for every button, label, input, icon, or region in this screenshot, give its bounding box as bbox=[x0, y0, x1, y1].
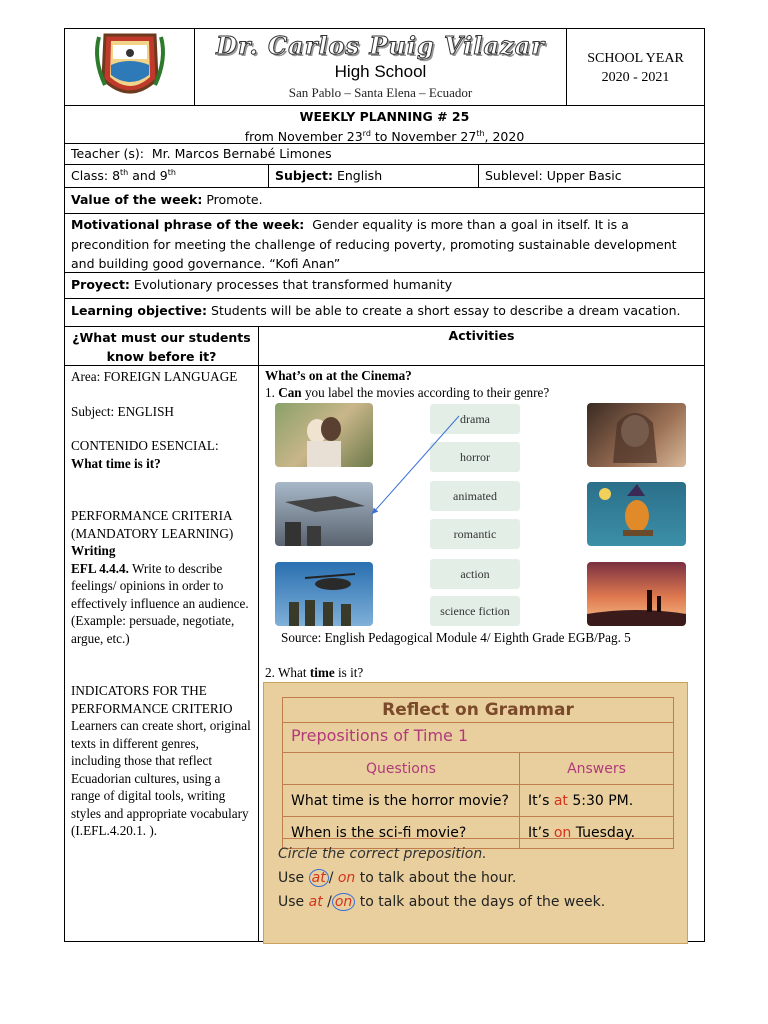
school-year-label: SCHOOL YEAR bbox=[587, 51, 684, 66]
value-week-row: Value of the week: Promote. bbox=[64, 187, 705, 214]
school-logo bbox=[64, 28, 195, 106]
indicators-label: INDICATORS FOR THE PERFORMANCE CRITERIO bbox=[71, 683, 233, 716]
genre-label-horror: horror bbox=[430, 442, 520, 472]
left-content bbox=[64, 365, 259, 942]
silhouette-image-icon bbox=[587, 562, 686, 626]
project-row: Proyect: Evolutionary processes that transformed humanity bbox=[64, 272, 705, 299]
class-cell: Class: 8th and 9th bbox=[65, 165, 269, 187]
romantic-movie-image bbox=[587, 562, 686, 626]
question-1: 1. Can you label the movies according to their genre? bbox=[265, 385, 550, 400]
genre-label-drama: drama bbox=[430, 404, 520, 434]
motivational-row: Motivational phrase of the week: Gender equality is more than a goal in itself. It is a precondition for meeting the challenge of reducing poverty, promoting sustainable development and building good governance. “Kofi Anan” bbox=[64, 213, 705, 273]
subject-cell: Subject: English bbox=[269, 165, 479, 187]
activities-content bbox=[258, 365, 705, 942]
crest-icon bbox=[65, 29, 196, 107]
genre-label-action: action bbox=[430, 559, 520, 589]
questions-header: Questions bbox=[283, 753, 520, 785]
indicators-text: Learners can create short, original texts in different genres, including those that reflect Ecuadorian cultures, using a range of digital tools, writing styles and appropriate vocabulary (I.EFL.4.20.1. ). bbox=[71, 718, 251, 838]
school-year-value: 2020 - 2021 bbox=[601, 70, 670, 85]
circled-at: at bbox=[309, 869, 329, 887]
school-type: High School bbox=[334, 62, 427, 81]
planning-range: from November 23rd to November 27th, 2020 bbox=[244, 129, 525, 145]
grammar-box bbox=[263, 682, 688, 944]
genre-label-science-fiction: science fiction bbox=[430, 596, 520, 626]
right-column-header: Activities bbox=[258, 326, 705, 366]
activity-heading: What’s on at the Cinema? bbox=[265, 368, 412, 383]
grammar-subtitle: Prepositions of Time 1 bbox=[291, 726, 469, 745]
grammar-title: Reflect on Grammar bbox=[382, 700, 574, 720]
school-year-box bbox=[566, 28, 705, 106]
helicopter-image-icon bbox=[275, 562, 373, 626]
subject-text: Subject: ENGLISH bbox=[71, 403, 174, 419]
sublevel-cell: Sublevel: Upper Basic bbox=[485, 168, 622, 183]
image-source: Source: English Pedagogical Module 4/ Eighth Grade EGB/Pag. 5 bbox=[281, 630, 631, 645]
contenido-label: CONTENIDO ESENCIAL: bbox=[71, 438, 219, 453]
genre-label-animated: animated bbox=[430, 481, 520, 511]
planning-title-row bbox=[64, 105, 705, 144]
grammar-row: What time is the horror movie? It’s at 5:30 PM. bbox=[283, 785, 674, 817]
grammar-table bbox=[282, 752, 674, 849]
teacher-name: Mr. Marcos Bernabé Limones bbox=[151, 146, 332, 161]
class-row bbox=[64, 164, 705, 188]
grammar-line-2: Use at / on to talk about the days of the week. bbox=[278, 894, 606, 910]
planning-title: WEEKLY PLANNING # 25 bbox=[299, 109, 470, 124]
area-text: Area: FOREIGN LANGUAGE bbox=[71, 369, 238, 384]
circled-on: on bbox=[332, 893, 355, 911]
match-arrow bbox=[259, 366, 706, 566]
teacher-row: Teacher (s): Mr. Marcos Bernabé Limones bbox=[64, 143, 705, 165]
action-movie-image bbox=[275, 562, 373, 626]
grammar-row: When is the sci-fi movie? It’s on Tuesday. bbox=[283, 817, 674, 849]
genre-label-romantic: romantic bbox=[430, 519, 520, 549]
answers-header: Answers bbox=[520, 753, 674, 785]
efl-text: EFL 4.4.4. Write to describe feelings/ opinions in order to effectively influence an audience. (Example: persuade, negotiate, argue, etc.) bbox=[71, 560, 249, 646]
contenido-value: What time is it? bbox=[71, 455, 161, 471]
question-2: 2. What time is it? bbox=[265, 665, 364, 680]
objective-row: Learning objective: Students will be able to create a short essay to describe a dream vacation. bbox=[64, 298, 705, 327]
left-column-header: ¿What must our students know before it? bbox=[64, 326, 259, 366]
school-name: Dr. Carlos Puig Vilazar bbox=[216, 31, 545, 60]
school-header bbox=[194, 28, 567, 106]
grammar-line-1: Use at / on to talk about the hour. bbox=[278, 870, 517, 886]
school-location: San Pablo – Santa Elena – Ecuador bbox=[288, 85, 473, 100]
grammar-frame bbox=[282, 697, 674, 839]
grammar-instruction: Circle the correct preposition. bbox=[278, 846, 487, 862]
writing-label: Writing bbox=[71, 543, 116, 558]
criteria-label: PERFORMANCE CRITERIA (MANDATORY LEARNING) bbox=[71, 508, 234, 541]
